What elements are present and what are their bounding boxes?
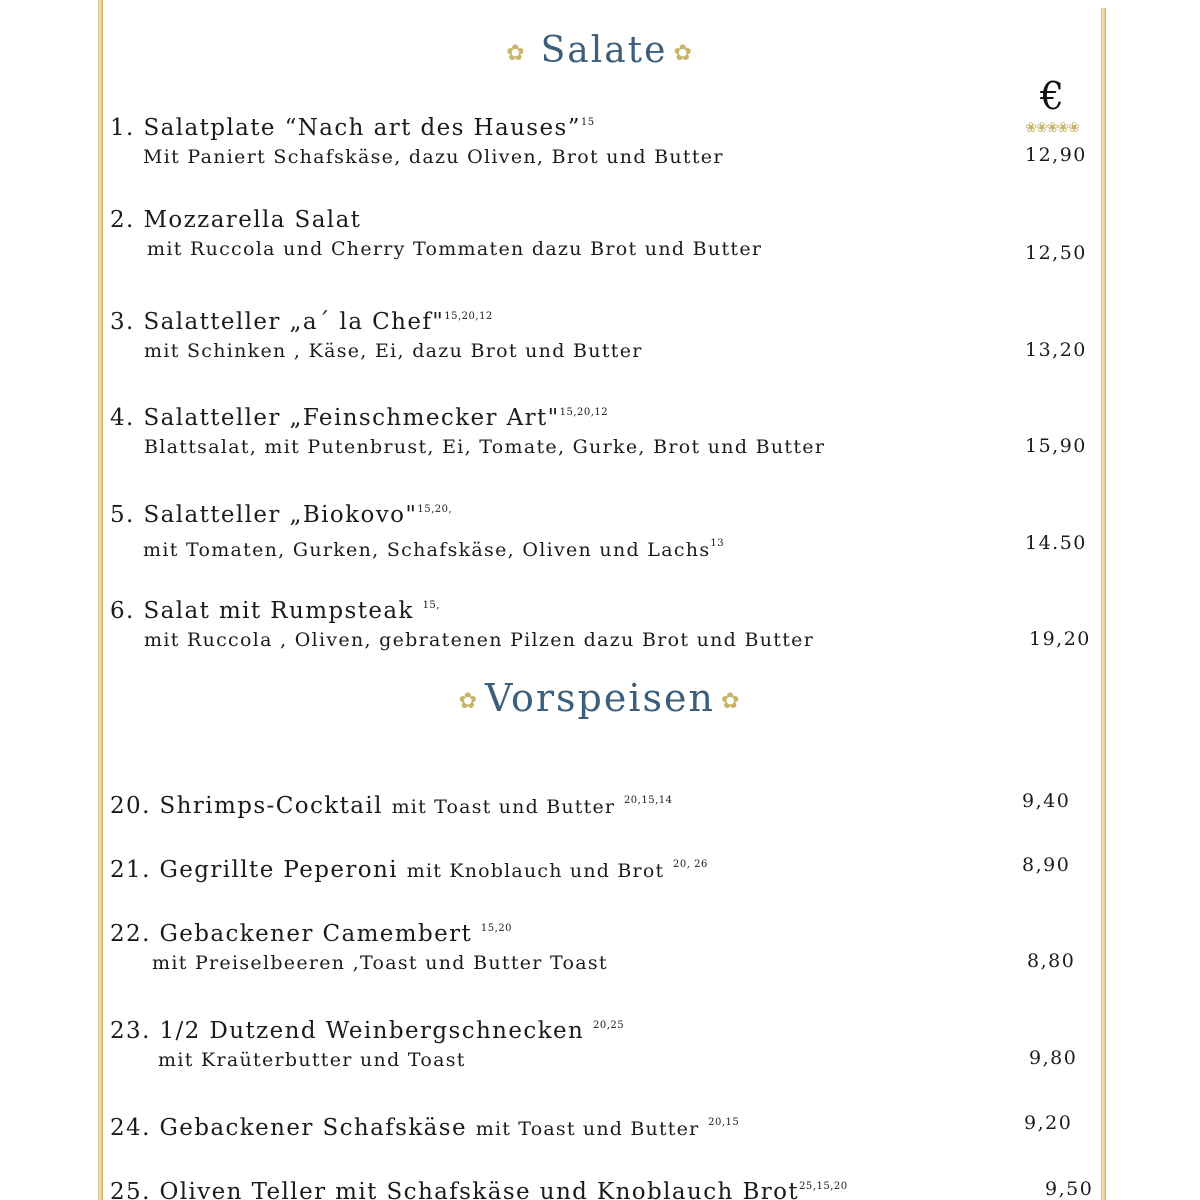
item-price: 8,80 [1027,950,1076,972]
item-price: 12,90 [1025,144,1087,166]
gold-frame-left [98,0,103,1200]
menu-item [110,398,1100,461]
item-description: mit Ruccola und Cherry Tommaten dazu Brot und Butter [147,238,763,260]
allergen-codes: 15,20 [480,923,513,934]
item-price: 9,80 [1029,1047,1078,1069]
item-title: 24. Gebackener Schafskäse [110,1115,468,1141]
item-description: mit Preiselbeeren ,Toast und Butter Toast [152,952,608,974]
menu-item [110,786,1100,822]
allergen-codes: 15 [580,117,595,128]
menu-item [110,850,1100,886]
ornament-right-icon: ✿ [673,40,694,66]
flourish-icon: ❀❀❀❀❀ [1025,120,1079,136]
allergen-codes: 20,25 [592,1020,625,1031]
menu-item [110,1172,1100,1200]
item-price: 19,20 [1029,628,1091,650]
item-title: 23. 1/2 Dutzend Weinbergschnecken [110,1018,585,1044]
item-description: Mit Paniert Schafskäse, dazu Oliven, Brot und Butter [143,146,724,168]
heading-text: Vorspeisen [485,676,715,720]
item-price: 9,40 [1022,790,1071,812]
menu-item [110,302,1100,365]
item-description: mit Schinken , Käse, Ei, dazu Brot und Butter [144,340,643,362]
item-title: 20. Shrimps-Cocktail [110,793,383,819]
allergen-codes: 20,15,14 [623,795,673,806]
item-price: 8,90 [1022,854,1071,876]
item-price: 15,90 [1025,435,1087,457]
item-title: 6. Salat mit Rumpsteak [110,598,414,624]
allergen-codes: 15,20,12 [444,311,493,322]
item-description: mit Ruccola , Oliven, gebratenen Pilzen dazu Brot und Butter [144,629,815,651]
allergen-codes: 15, [422,600,440,611]
item-price: 13,20 [1025,339,1087,361]
allergen-codes: 15,20, [417,504,453,515]
euro-symbol: € [1039,74,1065,118]
item-price: 9,50 [1045,1178,1094,1200]
allergen-codes: 20, 26 [673,859,708,870]
heading-text: Salate [540,30,668,71]
item-price: 12,50 [1025,242,1087,264]
item-title: 1. Salatplate “Nach art des Hauses” [110,115,581,141]
section-heading-vorspeisen [0,676,1200,720]
item-price: 9,20 [1024,1112,1073,1134]
menu-item [110,914,1100,977]
allergen-codes: 25,15,20 [799,1181,848,1192]
item-description: mit Knoblauch und Brot [406,860,665,882]
ornament-left-icon: ✿ [506,40,527,66]
item-title: 5. Salatteller „Biokovo" [110,502,418,528]
item-title: 21. Gegrillte Peperoni [110,857,399,883]
item-title: 25. Oliven Teller mit Schafskäse und Knoblauch Brot [110,1179,800,1200]
allergen-codes: 13 [710,538,725,549]
menu-item [110,205,1100,263]
menu-item [110,591,1100,654]
item-title: 3. Salatteller „a´ la Chef" [110,309,445,335]
section-heading-salate [0,30,1200,71]
menu-item [110,1108,1100,1144]
item-price: 14.50 [1025,532,1087,554]
allergen-codes: 20,15 [708,1117,740,1128]
item-title: 22. Gebackener Camembert [110,921,473,947]
ornament-left-icon: ✿ [458,689,480,714]
item-description: mit Tomaten, Gurken, Schafskäse, Oliven und Lachs [143,539,711,561]
item-description: Blattsalat, mit Putenbrust, Ei, Tomate, Gurke, Brot und Butter [144,436,826,458]
menu-item [110,495,1100,564]
item-description: mit Kraüterbutter und Toast [158,1049,466,1071]
item-title: 2. Mozzarella Salat [110,207,362,233]
item-description: mit Toast und Butter [475,1118,700,1140]
item-description: mit Toast und Butter [391,796,616,818]
gold-frame-right [1101,8,1106,1200]
ornament-right-icon: ✿ [720,689,742,714]
allergen-codes: 15,20,12 [559,407,609,418]
item-title: 4. Salatteller „Feinschmecker Art" [110,405,560,431]
menu-item [110,1011,1100,1074]
menu-item [110,108,1100,171]
